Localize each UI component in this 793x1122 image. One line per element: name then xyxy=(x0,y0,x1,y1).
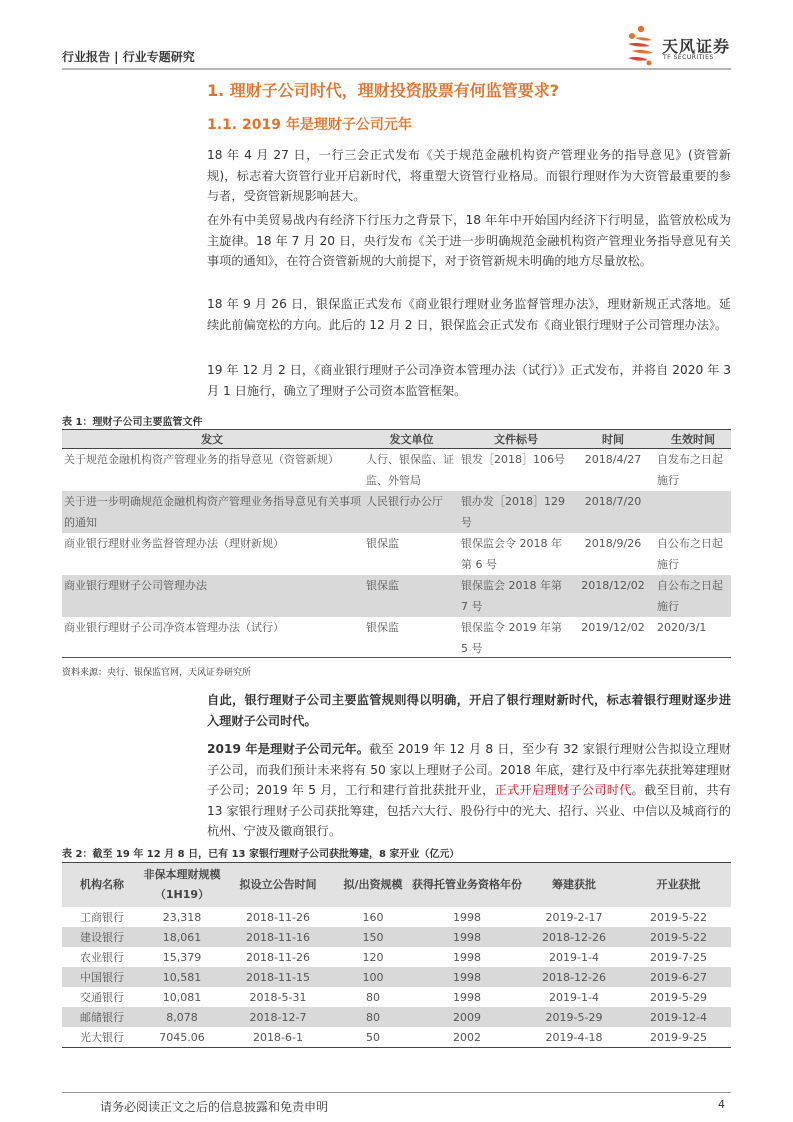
cell: 交通银行 xyxy=(80,991,124,1004)
paragraph-lead: 2019 年是理财子公司元年。 xyxy=(207,742,370,756)
cell-date: 2018/12/02 xyxy=(571,575,655,617)
cell: 2019-5-29 xyxy=(522,1007,626,1027)
cell-effective: 自公布之日起施行 xyxy=(657,537,723,571)
cell: 7045.06 xyxy=(142,1027,222,1048)
col-header: 发文 xyxy=(62,430,362,449)
paragraph-milestone xyxy=(207,739,731,842)
cell: 160 xyxy=(362,910,384,924)
col-header: 非保本理财规模（1H19） xyxy=(142,863,222,908)
col-header: 开业获批 xyxy=(626,863,731,908)
table1-title: 表 1：理财子公司主要监管文件 xyxy=(62,417,203,428)
cell: 23,318 xyxy=(162,910,202,924)
cell: 120 xyxy=(362,950,384,964)
cell: 中国银行 xyxy=(62,967,142,987)
table1-source: 资料来源：央行、银保监官网，天风证券研究所 xyxy=(62,668,252,678)
cell: 2009 xyxy=(412,1007,522,1027)
table-row xyxy=(62,491,731,533)
cell: 2018-11-16 xyxy=(222,927,334,947)
cell: 150 xyxy=(334,927,412,947)
cell-doc: 关于进一步明确规范金融机构资产管理业务指导意见有关事项的通知 xyxy=(62,491,362,533)
table-row xyxy=(62,967,731,987)
cell: 1998 xyxy=(412,967,522,987)
paragraph-3: 18 年 9 月 26 日，银保监正式发布《商业银行理财业务监督管理办法》，理财新规正式落地。延续此前偏宽松的方向。此后的 12 月 2 日，银保监会正式发布《商业银行理财子公司管理办法》。 xyxy=(207,297,731,332)
col-header: 发文单位 xyxy=(362,430,461,449)
table-row xyxy=(62,927,731,947)
cell: 2019-12-4 xyxy=(626,1007,731,1027)
cell: 2018-12-26 xyxy=(522,967,626,987)
cell: 农业银行 xyxy=(80,951,124,964)
cell: 2019-1-4 xyxy=(549,990,599,1004)
cell-issuer: 人行、银保监、证监、外管局 xyxy=(366,453,454,487)
cell: 15,379 xyxy=(162,950,202,964)
col-header: 获得托管业务资格年份 xyxy=(412,863,522,908)
paragraph-text-a: 截至 2019 年 12 月 8 日，至少有 32 家银行理财公告拟设立理财子公司，而我们预计未来将有 50 家以上理财子公司。2018 年底，建行及中行率先获批筹建理财子公司；2019 年 5 月，工行和建行首批获批开业， xyxy=(207,742,732,797)
footer-divider xyxy=(62,1092,731,1093)
cell-doc: 商业银行理财业务监督管理办法（理财新规） xyxy=(64,537,284,550)
regulation-table xyxy=(62,429,731,659)
paragraph-2: 在外有中美贸易战内有经济下行压力之背景下，18 年年中开始国内经济下行明显，监管放松成为主旋律。18 年 7 月 20 日，央行发布《关于进一步明确规范金融机构资产管理业务指导意见有关事项的通知》，在符合资管新规的大前提下，对于资管新规未明确的地方尽量放松。 xyxy=(207,213,731,268)
tf-securities-logo xyxy=(622,24,734,66)
cell: 2019-5-22 xyxy=(650,910,707,924)
summary-paragraph: 自此，银行理财子公司主要监管规则得以明确，开启了银行理财新时代，标志着银行理财逐步进入理财子公司时代。 xyxy=(207,693,731,728)
cell-issuer: 银保监 xyxy=(366,621,399,634)
cell-date: 2018/7/20 xyxy=(571,491,655,533)
cell: 80 xyxy=(334,1007,412,1027)
cell-number: 银保监会 2018 年第 7 号 xyxy=(461,575,571,617)
footer-disclaimer: 请务必阅读正文之后的信息披露和免责申明 xyxy=(100,1100,329,1114)
cell: 2019-4-18 xyxy=(522,1027,626,1048)
cell: 100 xyxy=(334,967,412,987)
cell-doc: 商业银行理财子公司净资本管理办法（试行） xyxy=(64,621,284,634)
cell-date: 2018/9/26 xyxy=(584,537,642,550)
highlight-text: 正式开启理财子公司时代 xyxy=(494,783,632,797)
table-row xyxy=(62,617,731,659)
col-header: 机构名称 xyxy=(62,863,142,908)
table-row xyxy=(62,987,731,1007)
table-row xyxy=(62,907,731,927)
paragraph-4: 19 年 12 月 2 日，《商业银行理财子公司净资本管理办法（试行）》正式发布，并将自 2020 年 3 月 1 日施行，确立了理财子公司资本监管框架。 xyxy=(207,363,731,398)
page-number: 4 xyxy=(718,1098,725,1111)
cell: 2019-7-25 xyxy=(650,950,707,964)
cell: 2002 xyxy=(412,1027,522,1048)
table-header-row xyxy=(62,430,731,449)
col-header: 拟设立公告时间 xyxy=(222,863,334,908)
cell-effective: 自发布之日起施行 xyxy=(657,453,723,487)
col-header: 时间 xyxy=(571,430,655,449)
cell: 建设银行 xyxy=(62,927,142,947)
cell: 工商银行 xyxy=(80,911,124,924)
report-breadcrumb: 行业报告 | 行业专题研究 xyxy=(62,50,195,64)
cell-doc: 关于规范金融机构资产管理业务的指导意见（资管新规） xyxy=(64,453,339,466)
table2-title: 表 2：截至 19 年 12 月 8 日，已有 13 家银行理财子公司获批筹建，8 家开业（亿元） xyxy=(62,849,460,860)
cell: 光大银行 xyxy=(62,1027,142,1048)
col-header: 生效时间 xyxy=(655,430,731,449)
cell: 1998 xyxy=(453,910,481,924)
logo-chinese-text: 天风证券 xyxy=(662,37,731,56)
cell-number: 银保监令 2019 年第 5 号 xyxy=(461,621,562,655)
cell: 2018-12-26 xyxy=(522,927,626,947)
cell: 10,581 xyxy=(142,967,222,987)
cell: 80 xyxy=(366,990,380,1004)
cell: 邮储银行 xyxy=(62,1007,142,1027)
cell: 1998 xyxy=(412,927,522,947)
section-heading: 1. 理财子公司时代，理财投资股票有何监管要求? xyxy=(207,81,560,100)
cell-issuer: 银保监 xyxy=(362,575,461,617)
paragraph-1: 18 年 4 月 27 日，一行三会正式发布《关于规范金融机构资产管理业务的指导意见》(资管新规)，标志着大资管行业开启新时代，将重塑大资管行业格局。而银行理财作为大资管最重要的参与者，受资管新规影响甚大。 xyxy=(207,148,731,203)
cell: 2018-12-7 xyxy=(222,1007,334,1027)
table-row xyxy=(62,947,731,967)
cell: 2018-5-31 xyxy=(249,990,307,1004)
cell: 2018-11-15 xyxy=(222,967,334,987)
col-header: 文件标号 xyxy=(461,430,571,449)
cell-number: 银保监会令 2018 年第 6 号 xyxy=(461,537,562,571)
cell: 2019-5-22 xyxy=(626,927,731,947)
table-header-row xyxy=(62,863,731,908)
cell-date: 2018/4/27 xyxy=(584,453,642,466)
logo-english-text: TF SECURITIES xyxy=(663,54,714,61)
logo-flame-icon xyxy=(622,24,658,66)
cell: 2019-9-25 xyxy=(626,1027,731,1048)
cell: 2018-6-1 xyxy=(222,1027,334,1048)
col-header: 筹建获批 xyxy=(522,863,626,908)
header-divider xyxy=(62,68,731,70)
table-row xyxy=(62,533,731,575)
table-row xyxy=(62,575,731,617)
cell-date: 2019/12/02 xyxy=(581,621,645,634)
cell-doc: 商业银行理财子公司管理办法 xyxy=(62,575,362,617)
cell-effective: 2020/3/1 xyxy=(657,621,707,634)
cell: 1998 xyxy=(453,950,481,964)
cell: 18,061 xyxy=(142,927,222,947)
cell: 10,081 xyxy=(162,990,202,1004)
cell: 2018-11-26 xyxy=(246,910,310,924)
table-row xyxy=(62,1027,731,1048)
table-row xyxy=(62,449,731,492)
cell: 2018-11-26 xyxy=(246,950,310,964)
subsidiary-table xyxy=(62,862,731,1048)
cell: 8,078 xyxy=(142,1007,222,1027)
cell: 1998 xyxy=(453,990,481,1004)
cell-number: 银办发［2018］129号 xyxy=(461,491,571,533)
cell-effective: 自公布之日起施行 xyxy=(655,575,731,617)
paragraph-text-b: 。截至目前，共有 13 家银行理财子公司获批筹建，包括六大行、股份行中的光大、招行、兴业、中信以及城商行的杭州、宁波及徽商银行。 xyxy=(207,783,731,838)
cell: 2019-1-4 xyxy=(549,950,599,964)
cell: 2019-2-17 xyxy=(545,910,603,924)
cell-issuer: 人民银行办公厅 xyxy=(362,491,461,533)
cell-number: 银发［2018］106号 xyxy=(461,453,565,466)
col-header: 拟/出资规模 xyxy=(334,863,412,908)
cell-effective xyxy=(655,491,731,533)
subsection-heading: 1.1. 2019 年是理财子公司元年 xyxy=(207,117,412,133)
cell: 50 xyxy=(334,1027,412,1048)
table-row xyxy=(62,1007,731,1027)
cell-issuer: 银保监 xyxy=(366,537,399,550)
table1-bottom-rule xyxy=(62,657,731,658)
cell: 2019-5-29 xyxy=(650,990,707,1004)
cell: 2019-6-27 xyxy=(626,967,731,987)
